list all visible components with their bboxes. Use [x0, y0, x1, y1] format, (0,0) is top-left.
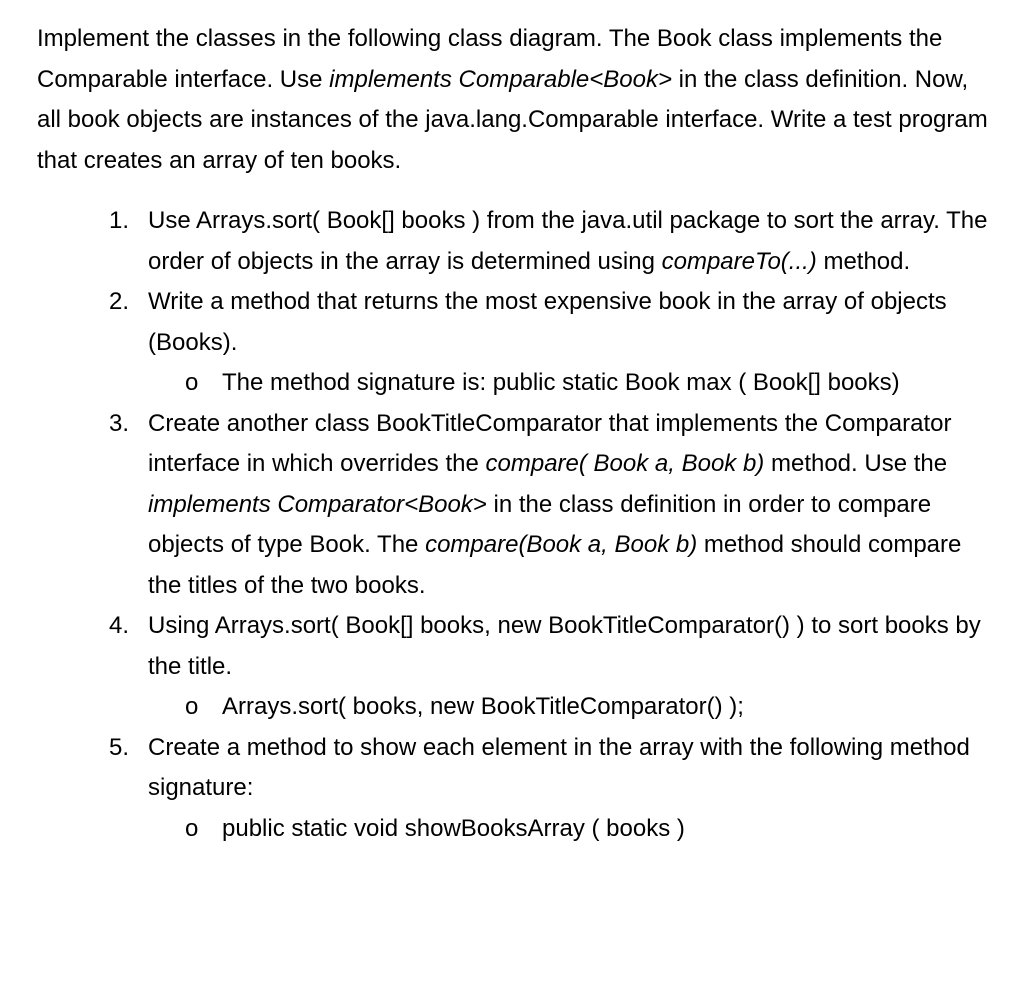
step-number: 2.	[109, 288, 130, 315]
step-1-text-a: Use Arrays.sort( Book[] books ) from the java.util package to sort the array. The order of objects in the array is determined using	[148, 207, 988, 275]
step-number: 3.	[109, 409, 130, 437]
bullet: o	[185, 693, 199, 720]
sub-item-text: public static void showBooksArray ( books )	[222, 814, 685, 842]
requirements-list	[37, 201, 994, 849]
bullet: o	[185, 814, 199, 842]
step-3-text-a: Create another class BookTitleComparator that implements the Comparator interface in which overrides the	[148, 409, 952, 477]
step-1-text-b: method.	[816, 247, 911, 275]
step-text	[148, 404, 988, 607]
list-item	[37, 728, 988, 850]
intro-text-1: Implement the classes in the following class diagram. The Book class implements the Comparable interface. Use	[37, 25, 943, 93]
step-1-code-compareto: compareTo(...)	[661, 247, 817, 275]
step-number: 1.	[109, 207, 130, 234]
step-text: Using Arrays.sort( Book[] books, new BookTitleComparator() ) to sort books by the title.	[148, 612, 981, 680]
list-item	[37, 404, 988, 607]
step-3-code-compare: compare( Book a, Book b)	[485, 450, 765, 477]
step-text: Create a method to show each element in the array with the following method signature:	[148, 733, 970, 801]
sub-list-item	[148, 809, 988, 850]
intro-text-2: in the class definition. Now, all book objects are instances of the java.lang.Comparable interface. Write a test program that creates an array of ten books.	[37, 65, 988, 174]
intro-paragraph	[37, 19, 997, 181]
intro-code-comparable: implements Comparable<Book>	[329, 65, 672, 93]
step-number: 5.	[109, 733, 130, 761]
sub-list	[148, 363, 988, 404]
sub-list-item	[148, 363, 988, 404]
step-3-text-c: in the class definition in order to compare objects of type Book. The	[148, 490, 932, 558]
list-item	[37, 606, 988, 728]
step-number: 4.	[109, 612, 130, 639]
sub-list	[148, 687, 988, 728]
sub-list-item	[148, 687, 988, 728]
step-text: Write a method that returns the most expensive book in the array of objects (Books).	[148, 288, 947, 356]
step-3-text-d: method should compare the titles of the two books.	[148, 531, 962, 599]
sub-item-text: The method signature is: public static Book max ( Book[] books)	[222, 369, 900, 396]
sub-item-text: Arrays.sort( books, new BookTitleComparator() );	[222, 693, 744, 720]
bullet: o	[185, 369, 199, 396]
step-3-code-comparator: implements Comparator<Book>	[148, 490, 487, 518]
list-item	[37, 201, 988, 282]
step-text	[148, 201, 988, 282]
list-item	[37, 282, 988, 404]
step-3-code-compare-2: compare(Book a, Book b)	[425, 531, 698, 558]
sub-list	[148, 809, 988, 850]
step-3-text-b: method. Use the	[764, 450, 948, 477]
